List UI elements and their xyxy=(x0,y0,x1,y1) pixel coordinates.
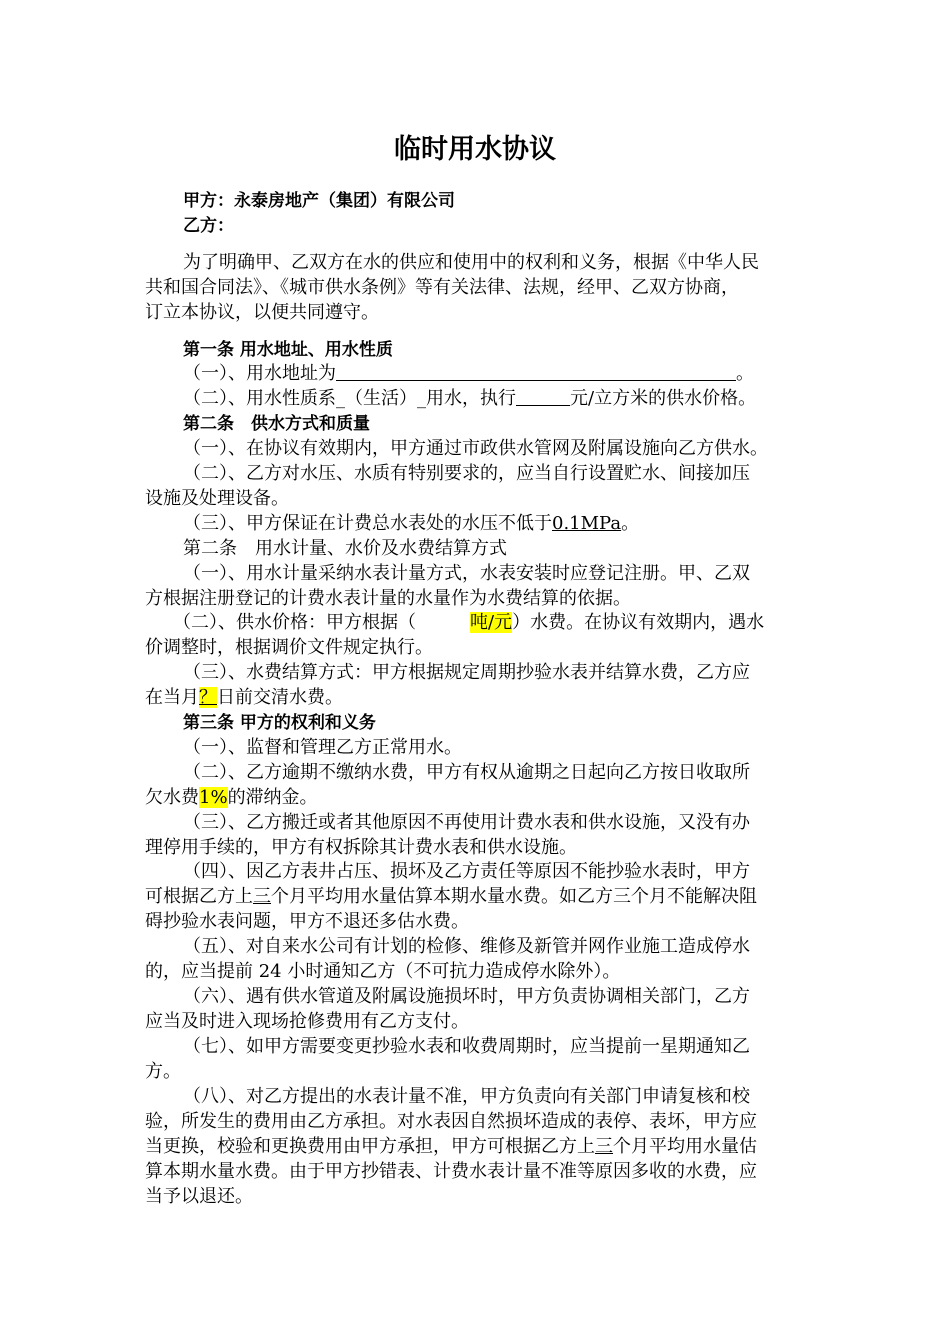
intro-line-3: 订立本协议，以便共同遵守。 xyxy=(145,302,379,323)
article-1-heading: 第一条 用水地址、用水性质 xyxy=(183,340,393,360)
price-blank xyxy=(516,387,570,406)
party-a-label: 甲方： xyxy=(183,191,234,211)
settlement-tail: 日前交清水费。 xyxy=(217,687,343,708)
article-3-clause-8-line-5: 当予以退还。 xyxy=(145,1186,253,1207)
replace-months: 三 xyxy=(595,1136,613,1157)
article-3-clause-7-line-1: （七）、如甲方需要变更抄验水表和收费周期时，应当提前一星期通知乙 xyxy=(183,1036,750,1057)
late-fee-rate-highlight: 1% xyxy=(199,787,228,808)
article-3-clause-3-line-2: 理停用手续的，甲方有权拆除其计费水表和供水设施。 xyxy=(145,837,577,858)
article-3-clause-4-line-1: （四）、因乙方表井占压、损坏及乙方责任等原因不能抄验水表时，甲方 xyxy=(183,861,750,882)
article-2b-clause-2 xyxy=(173,611,764,635)
estimate-months: 三 xyxy=(253,886,271,907)
article-2-clause-2-line-2: 设施及处理设备。 xyxy=(145,488,289,509)
article-2b-clause-1-line-1: （一）、用水计量采纳水表计量方式，水表安装时应登记注册。甲、乙双 xyxy=(183,563,750,584)
article-3-clause-8-line-3 xyxy=(145,1135,757,1159)
pressure-text: （三）、甲方保证在计费总水表处的水压不低于 xyxy=(183,513,552,534)
price-unit-text: 元/立方米的供水价格。 xyxy=(570,388,757,409)
article-1-clause-2 xyxy=(183,387,756,411)
article-2-clause-3 xyxy=(183,512,639,536)
late-fee-text: 欠水费 xyxy=(145,787,199,808)
article-3-clause-4-line-3: 碍抄验水表问题，甲方不退还多估水费。 xyxy=(145,911,469,932)
article-3-heading: 第三条 甲方的权利和义务 xyxy=(183,713,376,733)
article-2b-clause-1-line-2: 方根据注册登记的计费水表计量的水量作为水费结算的依据。 xyxy=(145,588,631,609)
article-3-clause-6-line-2: 应当及时进入现场抢修费用有乙方支付。 xyxy=(145,1011,469,1032)
address-label: （一）、用水地址为 xyxy=(183,363,336,384)
address-period: 。 xyxy=(736,363,754,384)
article-2b-clause-3-line-1: （三）、水费结算方式：甲方根据规定周期抄验水表并结算水费，乙方应 xyxy=(183,662,750,683)
estimate-text: 可根据乙方上 xyxy=(145,886,253,907)
article-3-clause-5-line-2: 的，应当提前 24 小时通知乙方（不可抗力造成停水除外）。 xyxy=(145,961,621,982)
article-2-heading: 第二条 供水方式和质量 xyxy=(183,414,370,434)
article-1-clause-1 xyxy=(183,362,754,386)
intro-line-1: 为了明确甲、乙双方在水的供应和使用中的权利和义务，根据《中华人民 xyxy=(183,252,759,273)
article-3-clause-4-line-2 xyxy=(145,885,757,909)
article-3-clause-7-line-2: 方。 xyxy=(145,1061,181,1082)
article-3-clause-8-line-4: 算本期水量水费。由于甲方抄错表、计费水表计量不准等原因多收的水费，应 xyxy=(145,1161,757,1182)
address-blank xyxy=(336,362,736,381)
usage-type-text: （二）、用水性质系_（生活）_用水，执行 xyxy=(183,388,516,409)
replace-tail: 个月平均用水量估 xyxy=(613,1136,757,1157)
article-3-clause-5-line-1: （五）、对自来水公司有计划的检修、维修及新管并网作业施工造成停水 xyxy=(183,936,750,957)
article-2b-heading: 第二条 用水计量、水价及水费结算方式 xyxy=(183,538,507,559)
pressure-value: 0.1MPa xyxy=(552,513,622,534)
party-a-line xyxy=(183,189,455,213)
late-fee-tail: 的滞纳金。 xyxy=(227,787,318,808)
article-2b-clause-2-line-2: 价调整时，根据调价文件规定执行。 xyxy=(145,637,433,658)
replace-text: 当更换，校验和更换费用由甲方承担，甲方可根据乙方上 xyxy=(145,1136,595,1157)
article-2-clause-2-line-1: （二）、乙方对水压、水质有特别要求的，应当自行设置贮水、间接加压 xyxy=(183,463,750,484)
article-3-clause-2-line-1: （二）、乙方逾期不缴纳水费，甲方有权从逾期之日起向乙方按日收取所 xyxy=(183,762,750,783)
intro-line-2: 共和国合同法》、《城市供水条例》等有关法律、法规，经甲、乙双方协商， xyxy=(145,277,739,298)
article-3-clause-6-line-1: （六）、遇有供水管道及附属设施损坏时，甲方负责协调相关部门，乙方 xyxy=(183,986,750,1007)
settlement-text: 在当月 xyxy=(145,687,199,708)
article-3-clause-8-line-2: 验，所发生的费用由乙方承担。对水表因自然损坏造成的表停、表坏，甲方应 xyxy=(145,1111,757,1132)
pressure-period: 。 xyxy=(621,513,640,534)
article-3-clause-2-line-2 xyxy=(145,786,318,810)
settlement-day-highlight: ？ xyxy=(199,687,217,708)
article-3-clause-8-line-1: （八）、对乙方提出的水表计量不准，甲方负责向有关部门申请复核和校 xyxy=(183,1086,750,1107)
price-clause-text: （二）、供水价格：甲方根据（ xyxy=(173,612,416,633)
party-b-label: 乙方： xyxy=(183,216,234,236)
article-3-clause-3-line-1: （三）、乙方搬迁或者其他原因不再使用计费水表和供水设施，又没有办 xyxy=(183,812,750,833)
article-2-clause-1: （一）、在协议有效期内，甲方通过市政供水管网及附属设施向乙方供水。 xyxy=(183,438,768,459)
estimate-tail: 个月平均用水量估算本期水量水费。如乙方三个月不能解决阻 xyxy=(271,886,757,907)
party-a-name: 永泰房地产（集团）有限公司 xyxy=(234,191,455,211)
article-3-clause-1: （一）、监督和管理乙方正常用水。 xyxy=(183,737,462,758)
price-clause-tail: ）水费。在协议有效期内，遇水 xyxy=(512,612,765,633)
article-2b-clause-3-line-2 xyxy=(145,686,343,710)
price-unit-highlight: 吨/元 xyxy=(470,612,513,633)
document-title: 临时用水协议 xyxy=(394,134,556,165)
